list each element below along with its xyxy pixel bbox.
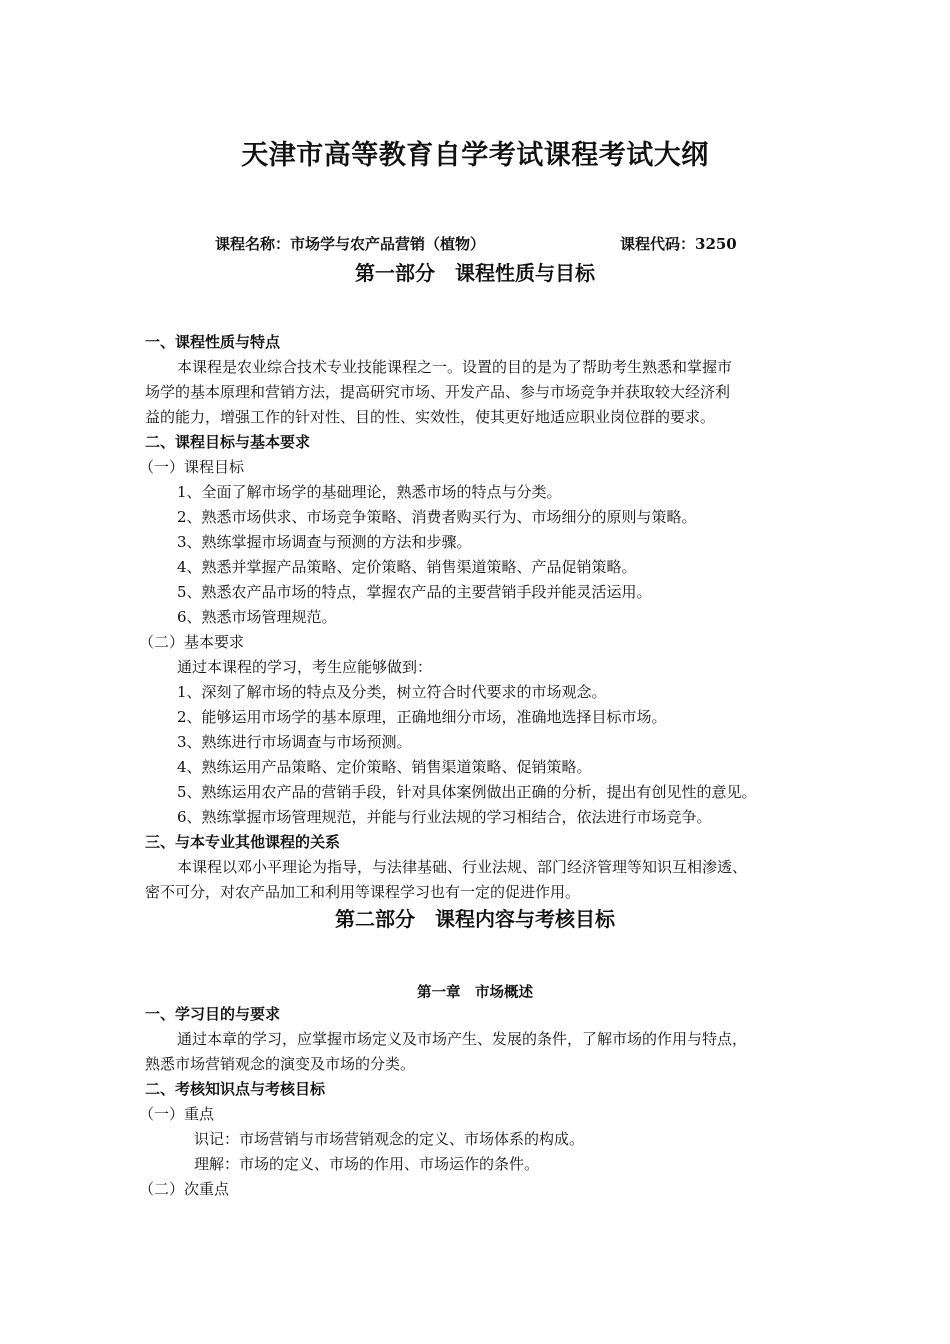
- paragraph-line: 通过本课程的学习，考生应能够做到：: [177, 658, 433, 676]
- list-item: 6、熟悉市场管理规范。: [177, 608, 337, 626]
- list-item: 1、深刻了解市场的特点及分类，树立符合时代要求的市场观念。: [177, 683, 607, 701]
- chapter1-content: [139, 1002, 835, 1202]
- paragraph-line: 本课程是农业综合技术专业技能课程之一。设置的目的是为了帮助考生熟悉和掌握市: [177, 358, 733, 376]
- list-item: 2、能够运用市场学的基本原理，正确地细分市场，准确地选择目标市场。: [177, 708, 667, 726]
- subsection-heading: （二）基本要求: [139, 633, 245, 651]
- list-item: 1、全面了解市场学的基础理论，熟悉市场的特点与分类。: [177, 483, 562, 501]
- list-item: 5、熟练运用农产品的营销手段，针对具体案例做出正确的分析，提出有创见性的意见。: [177, 783, 757, 801]
- course-name: 课程名称：市场学与农产品营销（植物）: [215, 235, 486, 253]
- subsection-heading: （一）重点: [139, 1105, 215, 1123]
- list-item: 4、熟练运用产品策略、定价策略、销售渠道策略、促销策略。: [177, 758, 592, 776]
- list-item: 3、熟练进行市场调查与市场预测。: [177, 733, 412, 751]
- list-item: 6、熟练掌握市场管理规范，并能与行业法规的学习相结合，依法进行市场竞争。: [177, 808, 712, 826]
- document-title: 天津市高等教育自学考试课程考试大纲: [241, 140, 709, 171]
- list-item: 5、熟悉农产品市场的特点，掌握农产品的主要营销手段并能灵活运用。: [177, 583, 652, 601]
- list-item: 2、熟悉市场供求、市场竞争策略、消费者购买行为、市场细分的原则与策略。: [177, 508, 697, 526]
- chapter-title: 第一章 市场概述: [417, 984, 533, 1001]
- paragraph-line: 熟悉市场营销观念的演变及市场的分类。: [145, 1055, 416, 1073]
- part1-title: 第一部分 课程性质与目标: [355, 261, 595, 285]
- paragraph-line: 场学的基本原理和营销方法，提高研究市场、开发产品、参与市场竞争并获取较大经济利: [145, 383, 731, 401]
- section-heading: 一、课程性质与特点: [145, 333, 281, 351]
- section-heading: 三、与本专业其他课程的关系: [145, 833, 341, 851]
- paragraph-line: 益的能力，增强工作的针对性、目的性、实效性，使其更好地适应职业岗位群的要求。: [145, 408, 716, 426]
- subsection-heading: （一）课程目标: [139, 458, 245, 476]
- course-info: [215, 233, 815, 254]
- section-heading: 二、考核知识点与考核目标: [145, 1080, 326, 1098]
- paragraph-line: 本课程以邓小平理论为指导，与法律基础、行业法规、部门经济管理等知识互相渗透、: [177, 858, 748, 876]
- part2-title: 第二部分 课程内容与考核目标: [335, 907, 615, 931]
- course-code: 课程代码：3250: [620, 235, 737, 253]
- list-item: 理解：市场的定义、市场的作用、市场运作的条件。: [194, 1155, 540, 1173]
- paragraph-line: 通过本章的学习，应掌握市场定义及市场产生、发展的条件，了解市场的作用与特点，: [177, 1030, 748, 1048]
- list-item: 识记：市场营销与市场营销观念的定义、市场体系的构成。: [194, 1130, 585, 1148]
- part1-content: [139, 330, 835, 905]
- subsection-heading: （二）次重点: [139, 1180, 230, 1198]
- list-item: 3、熟练掌握市场调查与预测的方法和步骤。: [177, 533, 472, 551]
- section-heading: 一、学习目的与要求: [145, 1005, 281, 1023]
- section-heading: 二、课程目标与基本要求: [145, 433, 311, 451]
- list-item: 4、熟悉并掌握产品策略、定价策略、销售渠道策略、产品促销策略。: [177, 558, 637, 576]
- paragraph-line: 密不可分，对农产品加工和利用等课程学习也有一定的促进作用。: [145, 883, 581, 901]
